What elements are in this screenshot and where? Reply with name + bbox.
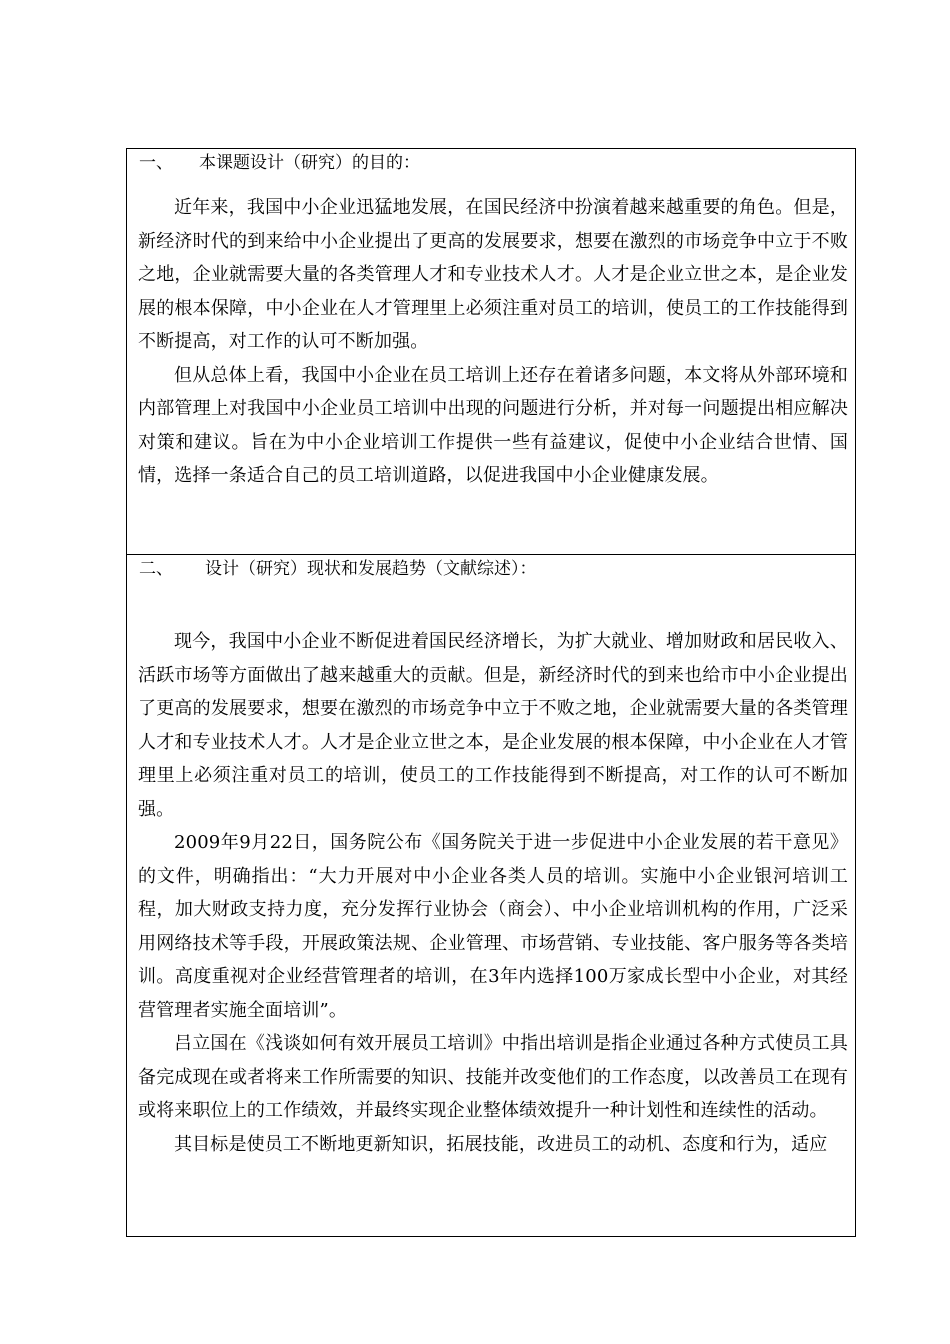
- proposal-form-table: [126, 148, 856, 1237]
- section-literature-cell: [127, 555, 856, 1237]
- paragraph: 现今，我国中小企业不断促进着国民经济增长，为扩大就业、增加财政和居民收入、活跃市场等方面做出了越来越重大的贡献。但是，新经济时代的到来也给市中小企业提出了更高的发展要求，想要在激烈的市场竞争中立于不败之地，企业就需要大量的各类管理人才和专业技术人才。人才是企业立世之本，是企业发展的根本保障，中小企业在人才管理里上必须注重对员工的培训，使员工的工作技能得到不断提高，对工作的认可不断加强。: [138, 631, 848, 820]
- paragraph: 但从总体上看，我国中小企业在员工培训上还存在着诸多问题，本文将从外部环境和内部管理上对我国中小企业员工培训中出现的问题进行分析，并对每一问题提出相应解决对策和建议。旨在为中小企业培训工作提供一些有益建议，促使中小企业结合世情、国情，选择一条适合自己的员工培训道路，以促进我国中小企业健康发展。: [138, 364, 848, 486]
- section-title: 设计（研究）现状和发展趋势（文献综述）：: [205, 559, 537, 579]
- section-purpose-heading: [127, 149, 855, 177]
- section-literature-body: [127, 625, 855, 1161]
- section-title: 本课题设计（研究）的目的：: [199, 153, 420, 173]
- paragraph: 2009年9月22日，国务院公布《国务院关于进一步促进中小企业发展的若干意见》的文件，明确指出：“大力开展对中小企业各类人员的培训。实施中小企业银河培训工程，加大财政支持力度，充分发挥行业协会（商会）、中小企业培训机构的作用，广泛采用网络技术等手段，开展政策法规、企业管理、市场营销、专业技能、客户服务等各类培训。高度重视对企业经营管理者的培训，在3年内选择100万家成长型中小企业，对其经营管理者实施全面培训”。: [138, 832, 848, 1021]
- section-literature-heading: [127, 555, 855, 583]
- section-purpose-cell: [127, 149, 856, 555]
- paragraph: 近年来，我国中小企业迅猛地发展，在国民经济中扮演着越来越重要的角色。但是，新经济时代的到来给中小企业提出了更高的发展要求，想要在激烈的市场竞争中立于不败之地，企业就需要大量的各类管理人才和专业技术人才。人才是企业立世之本，是企业发展的根本保障，中小企业在人才管理里上必须注重对员工的培训，使员工的工作技能得到不断提高，对工作的认可不断加强。: [138, 197, 848, 352]
- section-number: 一、: [139, 153, 173, 173]
- paragraph: 吕立国在《浅谈如何有效开展员工培训》中指出培训是指企业通过各种方式使员工具备完成现在或者将来工作所需要的知识、技能并改变他们的工作态度，以改善员工在现有或将来职位上的工作绩效，并最终实现企业整体绩效提升一种计划性和连续性的活动。: [138, 1033, 848, 1121]
- section-number: 二、: [139, 559, 173, 579]
- section-purpose-body: [127, 191, 855, 493]
- paragraph: 其目标是使员工不断地更新知识，拓展技能，改进员工的动机、态度和行为，适应: [174, 1133, 828, 1155]
